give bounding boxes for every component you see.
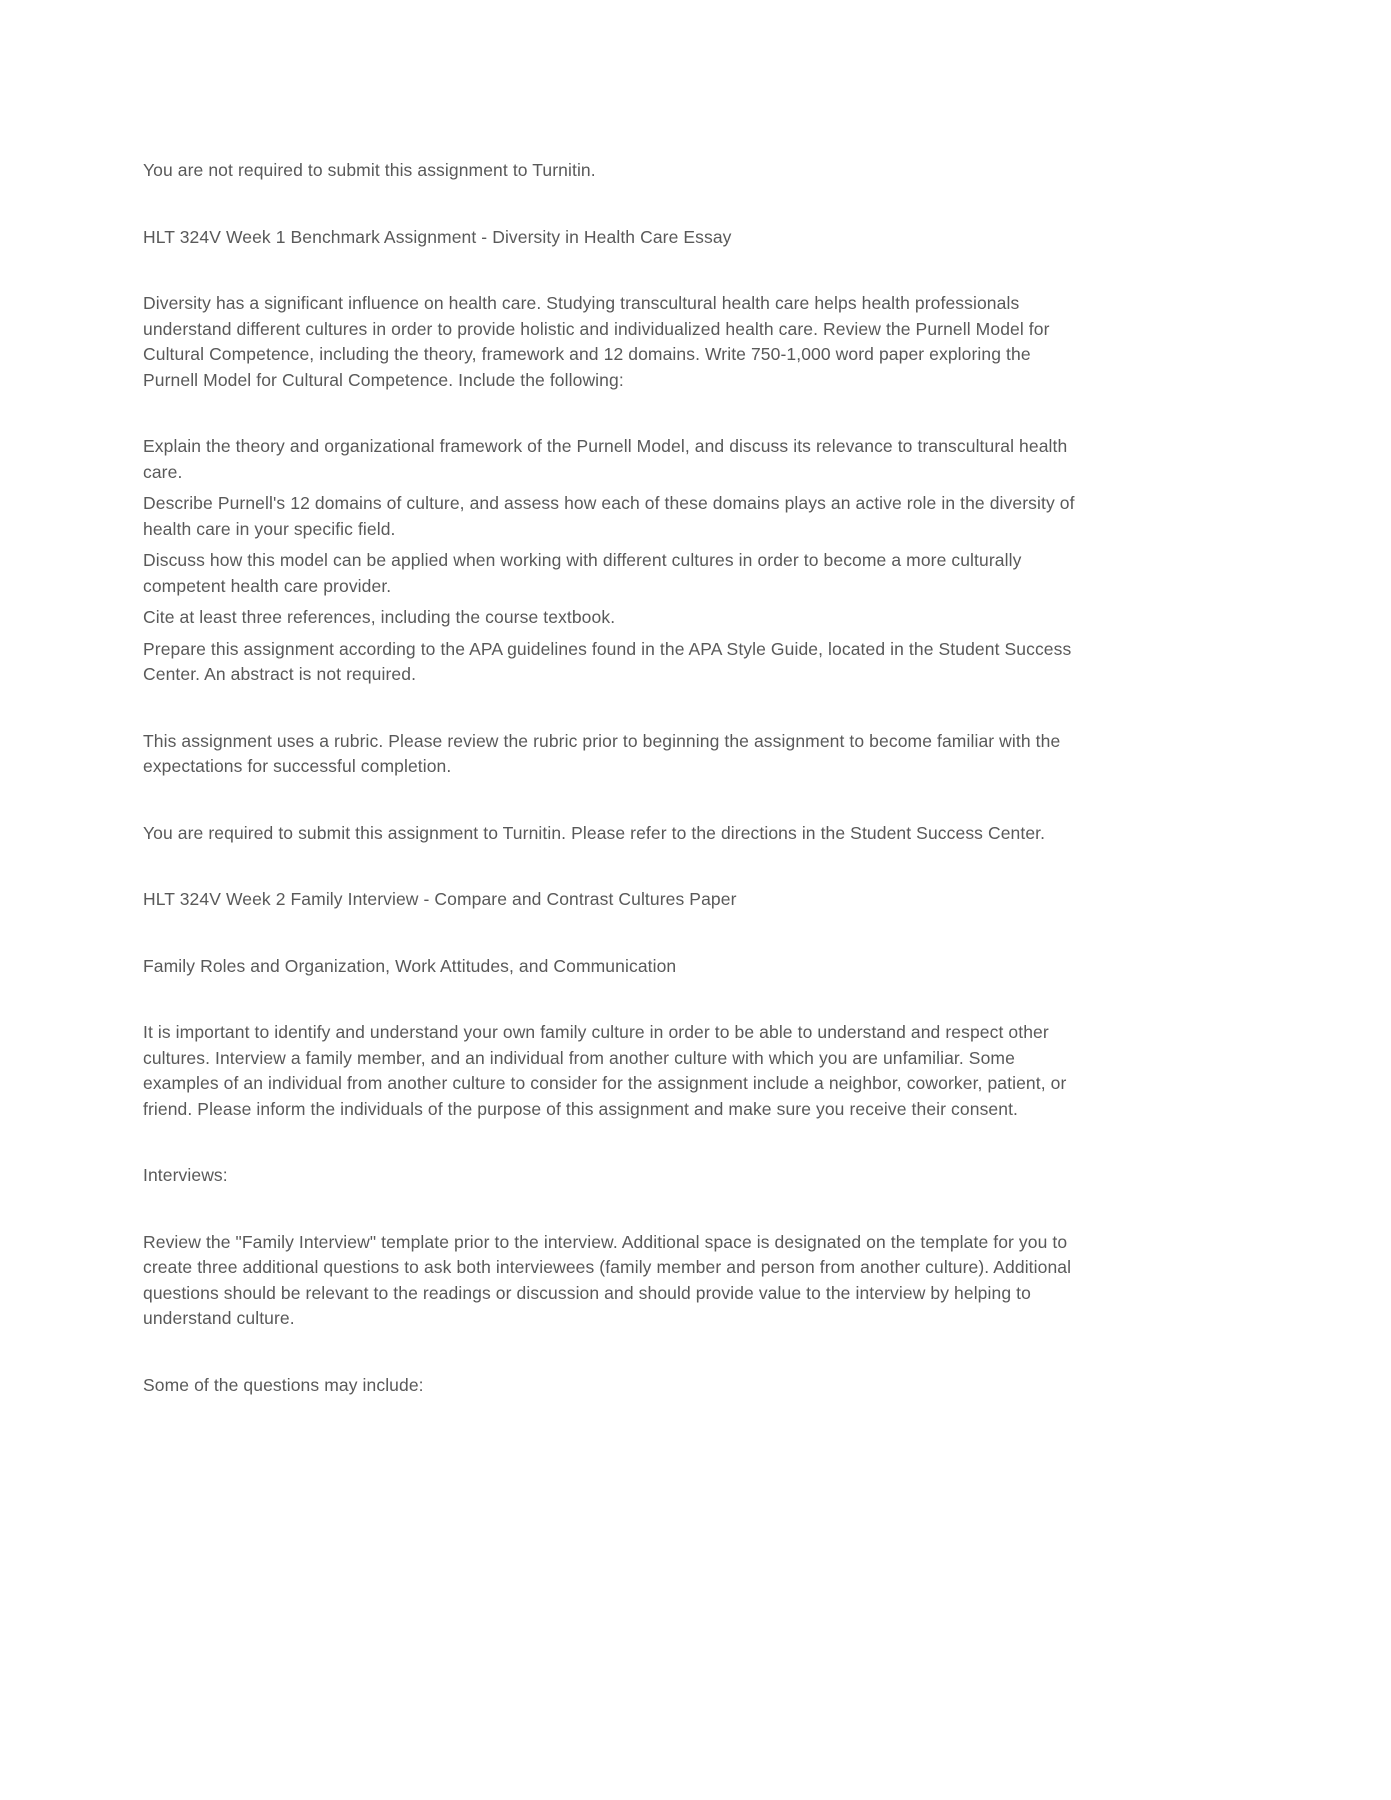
paragraph: You are not required to submit this assignment to Turnitin. — [143, 160, 596, 180]
paragraph: Discuss how this model can be applied when working with different cultures in order to become a more culturally competent health care provider. — [143, 550, 1022, 596]
paragraph: Some of the questions may include: — [143, 1374, 424, 1395]
paragraph: Family Roles and Organization, Work Attitudes, and Communication — [143, 955, 677, 976]
paragraph: Explain the theory and organizational framework of the Purnell Model, and discuss its relevance to transcultural health care. — [143, 436, 1068, 482]
paragraph: Describe Purnell's 12 domains of culture, and assess how each of these domains plays an active role in the diversity of health care in your specific field. — [143, 493, 1075, 539]
section-heading: HLT 324V Week 1 Benchmark Assignment - Diversity in Health Care Essay — [143, 226, 732, 247]
section-heading: HLT 324V Week 2 Family Interview - Compare and Contrast Cultures Paper — [143, 889, 737, 909]
paragraph: You are required to submit this assignment to Turnitin. Please refer to the directions in the Student Success Center. — [143, 822, 1046, 843]
paragraph: Diversity has a significant influence on health care. Studying transcultural health care helps health professionals understand different cultures in order to provide holistic and individualized health care. Review the Purnell Model for Cultural Competence, including the theory, framework and 12 domains. Write 750-1,000 word paper exploring the Purnell Model for Cultural Competence. Include the following: — [143, 293, 1050, 390]
paragraph: Cite at least three references, including the course textbook. — [143, 607, 616, 627]
paragraph: Interviews: — [143, 1165, 228, 1185]
document-body — [143, 158, 1078, 1398]
paragraph: It is important to identify and understand your own family culture in order to be able to understand and respect other cultures. Interview a family member, and an individual from another culture with which you are unfamiliar. Some examples of an individual from another culture to consider for the assignment include a neighbor, coworker, patient, or friend. Please inform the individuals of the purpose of this assignment and make sure you receive their consent. — [143, 1022, 1067, 1119]
paragraph: This assignment uses a rubric. Please review the rubric prior to beginning the assignment to become familiar with the expectations for successful completion. — [143, 730, 1061, 776]
paragraph: Prepare this assignment according to the APA guidelines found in the APA Style Guide, located in the Student Success Center. An abstract is not required. — [143, 638, 1072, 684]
paragraph: Review the "Family Interview" template prior to the interview. Additional space is designated on the template for you to create three additional questions to ask both interviewees (family member and person from another culture). Additional questions should be relevant to the readings or discussion and should provide value to the interview by helping to understand culture. — [143, 1231, 1072, 1328]
